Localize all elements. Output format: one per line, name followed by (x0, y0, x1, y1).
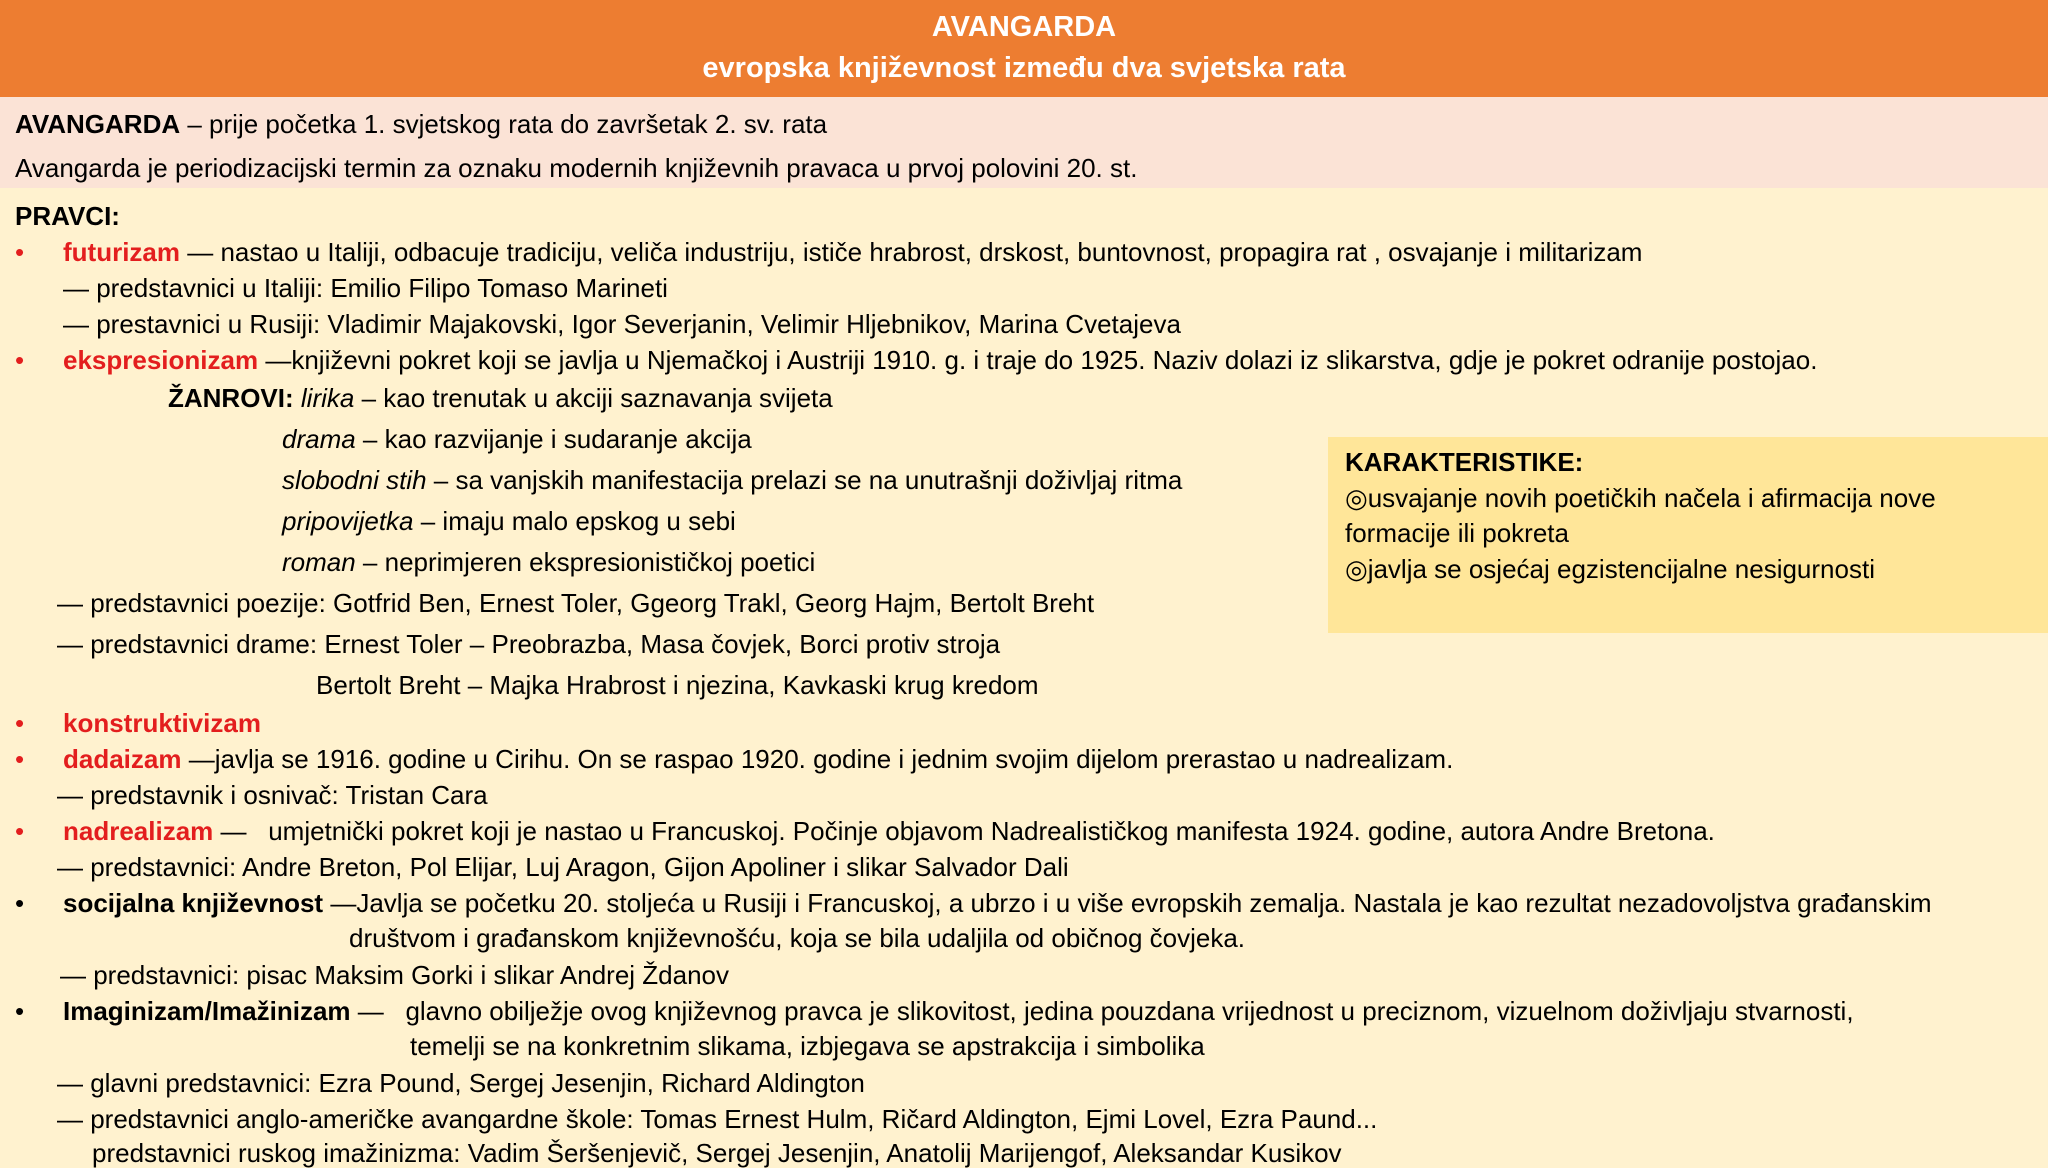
rep-poetry-text: predstavnici poezije: Gotfrid Ben, Ernest Toler, Ggeorg Trakl, Georg Hajm, Bertolt Breht (83, 588, 1095, 618)
genre-name: roman (282, 547, 356, 577)
dash: — (265, 345, 292, 375)
dash: — (220, 816, 247, 846)
pravci-heading: PRAVCI: (15, 201, 120, 231)
genre-desc: – kao razvijanje i sudaranje akcija (355, 424, 752, 454)
slide-title: AVANGARDA (931, 11, 1117, 43)
socijalna-desc-2: društvom i građanskom književnošću, koja se bila udaljila od običnog čovjeka. (349, 923, 1246, 953)
futurizam-rep-russia (63, 309, 1181, 339)
genre-name: slobodni stih (282, 465, 427, 495)
socijalna-rep-text: predstavnici: pisac Maksim Gorki i slikar Andrej Ždanov (86, 960, 730, 990)
genre-roman (282, 547, 815, 577)
karakteristike-title: KARAKTERISTIKE: (1345, 447, 1584, 477)
dash: — (57, 588, 83, 618)
dadaizam-rep-text: predstavnik i osnivač: Tristan Cara (83, 780, 488, 810)
genre-desc: – imaju malo epskog u sebi (413, 506, 736, 536)
konstruktivizam-line (63, 708, 261, 738)
dadaizam-desc: javlja se 1916. godine u Cirihu. On se raspao 1920. godine i jednim svojim dijelom prerastao u nadrealizam. (214, 744, 1454, 774)
ekspresionizam-line (63, 345, 1817, 375)
socijalna-name: socijalna književnost (63, 888, 324, 918)
karakteristike-item-2 (1345, 554, 1875, 584)
intro-term-line (15, 109, 827, 139)
dash: — (63, 309, 89, 339)
karakteristike-box (1328, 437, 2048, 633)
dash: — (57, 629, 83, 659)
genre-slobodni-stih (282, 465, 1182, 495)
genre-name: lirika (300, 383, 355, 413)
dash: — (188, 744, 215, 774)
imaginizam-rep-1-text: glavni predstavnici: Ezra Pound, Sergej Jesenjin, Richard Aldington (83, 1068, 865, 1098)
ekspresionizam-rep-drama (57, 629, 1000, 659)
dash: — (57, 1104, 83, 1134)
dadaizam-name: dadaizam (63, 744, 182, 774)
futurizam-rep-italy (63, 273, 668, 303)
futurizam-line (63, 237, 1642, 267)
bullet-imaginizam: • (15, 996, 25, 1026)
ekspresionizam-rep-drama-2: Bertolt Breht – Majka Hrabrost i njezina, Kavkaski krug kredom (316, 670, 1039, 700)
nadrealizam-desc: umjetnički pokret koji je nastao u Francuskoj. Počinje objavom Nadrealističkog manifesta 1924. godine, autora Andre Bretona. (268, 816, 1715, 846)
futurizam-desc: nastao u Italiji, odbacuje tradiciju, veliča industriju, ističe hrabrost, drskost, buntovnost, propagira rat , osvajanje i militarizam (213, 237, 1643, 267)
dash: — (330, 888, 357, 918)
imaginizam-line (63, 996, 1854, 1026)
karakteristike-item-1-text: usvajanje novih poetičkih načela i afirmacija nove (1367, 483, 1936, 513)
bullet-socijalna: • (15, 888, 25, 918)
bullet-konstruktivizam: • (15, 708, 25, 738)
socijalna-line (63, 888, 1932, 918)
futurizam-rep-russia-text: prestavnici u Rusiji: Vladimir Majakovski, Igor Severjanin, Velimir Hljebnikov, Marina Cvetajeva (89, 309, 1181, 339)
bullet-nadrealizam: • (15, 816, 25, 846)
nadrealizam-name: nadrealizam (63, 816, 214, 846)
nadrealizam-rep-text: predstavnici: Andre Breton, Pol Elijar, Luj Aragon, Gijon Apoliner i slikar Salvador Dali (83, 852, 1069, 882)
intro-term-rest: – prije početka 1. svjetskog rata do završetak 2. sv. rata (180, 109, 828, 139)
konstruktivizam-name: konstruktivizam (63, 708, 261, 738)
genre-desc: – neprimjeren ekspresionističkoj poetici (355, 547, 816, 577)
genre-name: drama (282, 424, 356, 454)
intro-definition: Avangarda je periodizacijski termin za oznaku modernih književnih pravaca u prvoj polovini 20. st. (15, 153, 1138, 183)
karakteristike-item-1 (1345, 483, 1936, 513)
circle-bullet-icon: ◎ (1345, 483, 1368, 513)
intro-band (0, 97, 2048, 188)
dash: — (63, 273, 89, 303)
imaginizam-rep-3: predstavnici ruskog imažinizma: Vadim Šeršenjevič, Sergej Jesenjin, Anatolij Marijengof, Aleksandar Kusikov (92, 1138, 1342, 1168)
imaginizam-rep-2 (57, 1104, 1377, 1134)
dash: — (57, 1068, 83, 1098)
imaginizam-rep-2-text: predstavnici anglo-američke avangardne škole: Tomas Ernest Hulm, Ričard Aldington, Ejmi Lovel, Ezra Paund... (83, 1104, 1378, 1134)
karakteristike-item-2-text: javlja se osjećaj egzistencijalne nesigurnosti (1367, 554, 1875, 584)
dadaizam-rep (57, 780, 488, 810)
karakteristike-item-1-cont: formacije ili pokreta (1345, 518, 1569, 548)
futurizam-rep-italy-text: predstavnici u Italiji: Emilio Filipo Tomaso Marineti (89, 273, 668, 303)
genre-desc: – sa vanjskih manifestacija prelazi se na unutrašnji doživljaj ritma (426, 465, 1183, 495)
bullet-futurizam: • (15, 237, 25, 267)
genre-desc: – kao trenutak u akciji saznavanja svijeta (354, 383, 833, 413)
nadrealizam-line (63, 816, 1715, 846)
imaginizam-desc-2: temelji se na konkretnim slikama, izbjegava se apstrakcija i simbolika (410, 1031, 1205, 1061)
socijalna-rep (60, 960, 729, 990)
ekspresionizam-desc: književni pokret koji se javlja u Njemačkoj i Austriji 1910. g. i traje do 1925. Naziv dolazi iz slikarstva, gdje je pokret odranije postojao. (291, 345, 1818, 375)
rep-drama-text: predstavnici drame: Ernest Toler – Preobrazba, Masa čovjek, Borci protiv stroja (83, 629, 1001, 659)
dadaizam-line (63, 744, 1453, 774)
zanrovi-label: ŽANROVI: (168, 383, 294, 413)
ekspresionizam-rep-poetry (57, 588, 1094, 618)
dash: — (357, 996, 384, 1026)
imaginizam-desc-1: glavno obilježje ovog književnog pravca je slikovitost, jedina pouzdana vrijednost u preciznom, vizuelnom doživljaju stvarnosti, (405, 996, 1854, 1026)
ekspresionizam-name: ekspresionizam (63, 345, 259, 375)
genre-drama (282, 424, 752, 454)
genre-lirika (168, 383, 833, 413)
imaginizam-name: Imaginizam/Imažinizam (63, 996, 351, 1026)
slide-header (0, 0, 2048, 97)
genre-name: pripovijetka (282, 506, 414, 536)
dash: — (60, 960, 86, 990)
nadrealizam-rep (57, 852, 1069, 882)
dash: — (57, 852, 83, 882)
socijalna-desc-1: Javlja se početku 20. stoljeća u Rusiji i Francuskoj, a ubrzo i u više evropskih zemalja. Nastala je kao rezultat nezadovoljstva građanskim (356, 888, 1932, 918)
bullet-dadaizam: • (15, 744, 25, 774)
bullet-ekspresionizam: • (15, 345, 25, 375)
dash: — (57, 780, 83, 810)
circle-bullet-icon: ◎ (1345, 554, 1368, 584)
genre-pripovijetka (282, 506, 736, 536)
slide-subtitle: evropska književnost između dva svjetska rata (702, 52, 1346, 84)
futurizam-name: futurizam (63, 237, 180, 267)
imaginizam-rep-1 (57, 1068, 865, 1098)
dash: — (187, 237, 214, 267)
intro-term: AVANGARDA (15, 109, 181, 139)
